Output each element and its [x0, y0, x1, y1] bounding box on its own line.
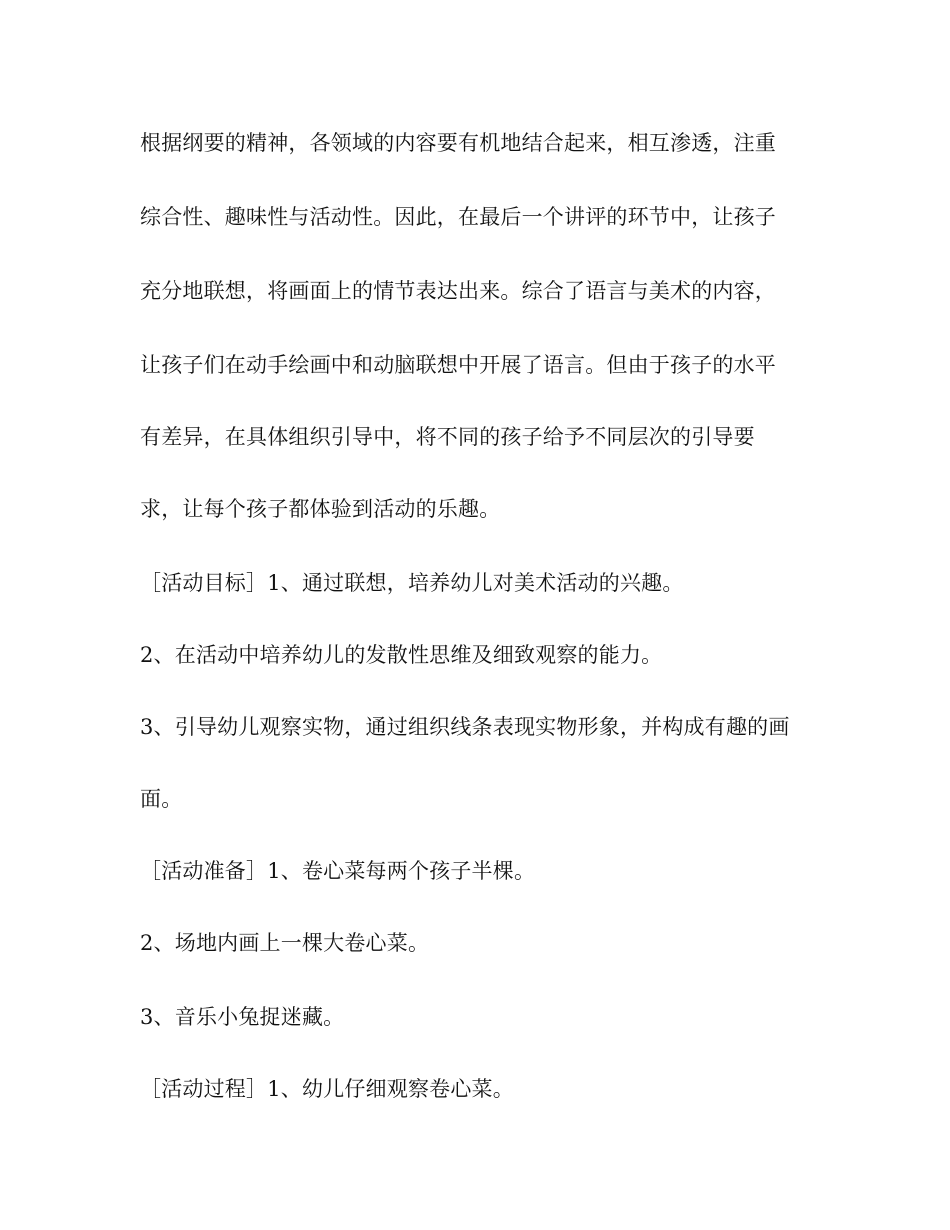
paragraph-line: 根据纲要的精神，各领域的内容要有机地结合起来，相互渗透，注重 [140, 131, 776, 155]
preparation-item-2: 2、场地内画上一棵大卷心菜。 [140, 931, 430, 955]
section-activity-goals: ［活动目标］1、通过联想，培养幼儿对美术活动的兴趣。 [140, 571, 684, 595]
paragraph-line: 让孩子们在动手绘画中和动脑联想中开展了语言。但由于孩子的水平 [140, 353, 776, 377]
paragraph-line: 求，让每个孩子都体验到活动的乐趣。 [140, 497, 501, 521]
paragraph-line: 充分地联想，将画面上的情节表达出来。综合了语言与美术的内容， [140, 279, 776, 303]
section-activity-process: ［活动过程］1、幼儿仔细观察卷心菜。 [140, 1077, 514, 1101]
section-activity-preparation: ［活动准备］1、卷心菜每两个孩子半棵。 [140, 859, 536, 883]
paragraph-line: 综合性、趣味性与活动性。因此，在最后一个讲评的环节中，让孩子 [140, 205, 776, 229]
preparation-item-3: 3、音乐小兔捉迷藏。 [140, 1005, 345, 1029]
goal-item-3-continued: 面。 [140, 787, 183, 811]
goal-item-2: 2、在活动中培养幼儿的发散性思维及细致观察的能力。 [140, 643, 663, 667]
paragraph-line: 有差异，在具体组织引导中，将不同的孩子给予不同层次的引导要 [140, 425, 755, 449]
goal-item-3: 3、引导幼儿观察实物，通过组织线条表现实物形象，并构成有趣的画 [140, 715, 790, 739]
